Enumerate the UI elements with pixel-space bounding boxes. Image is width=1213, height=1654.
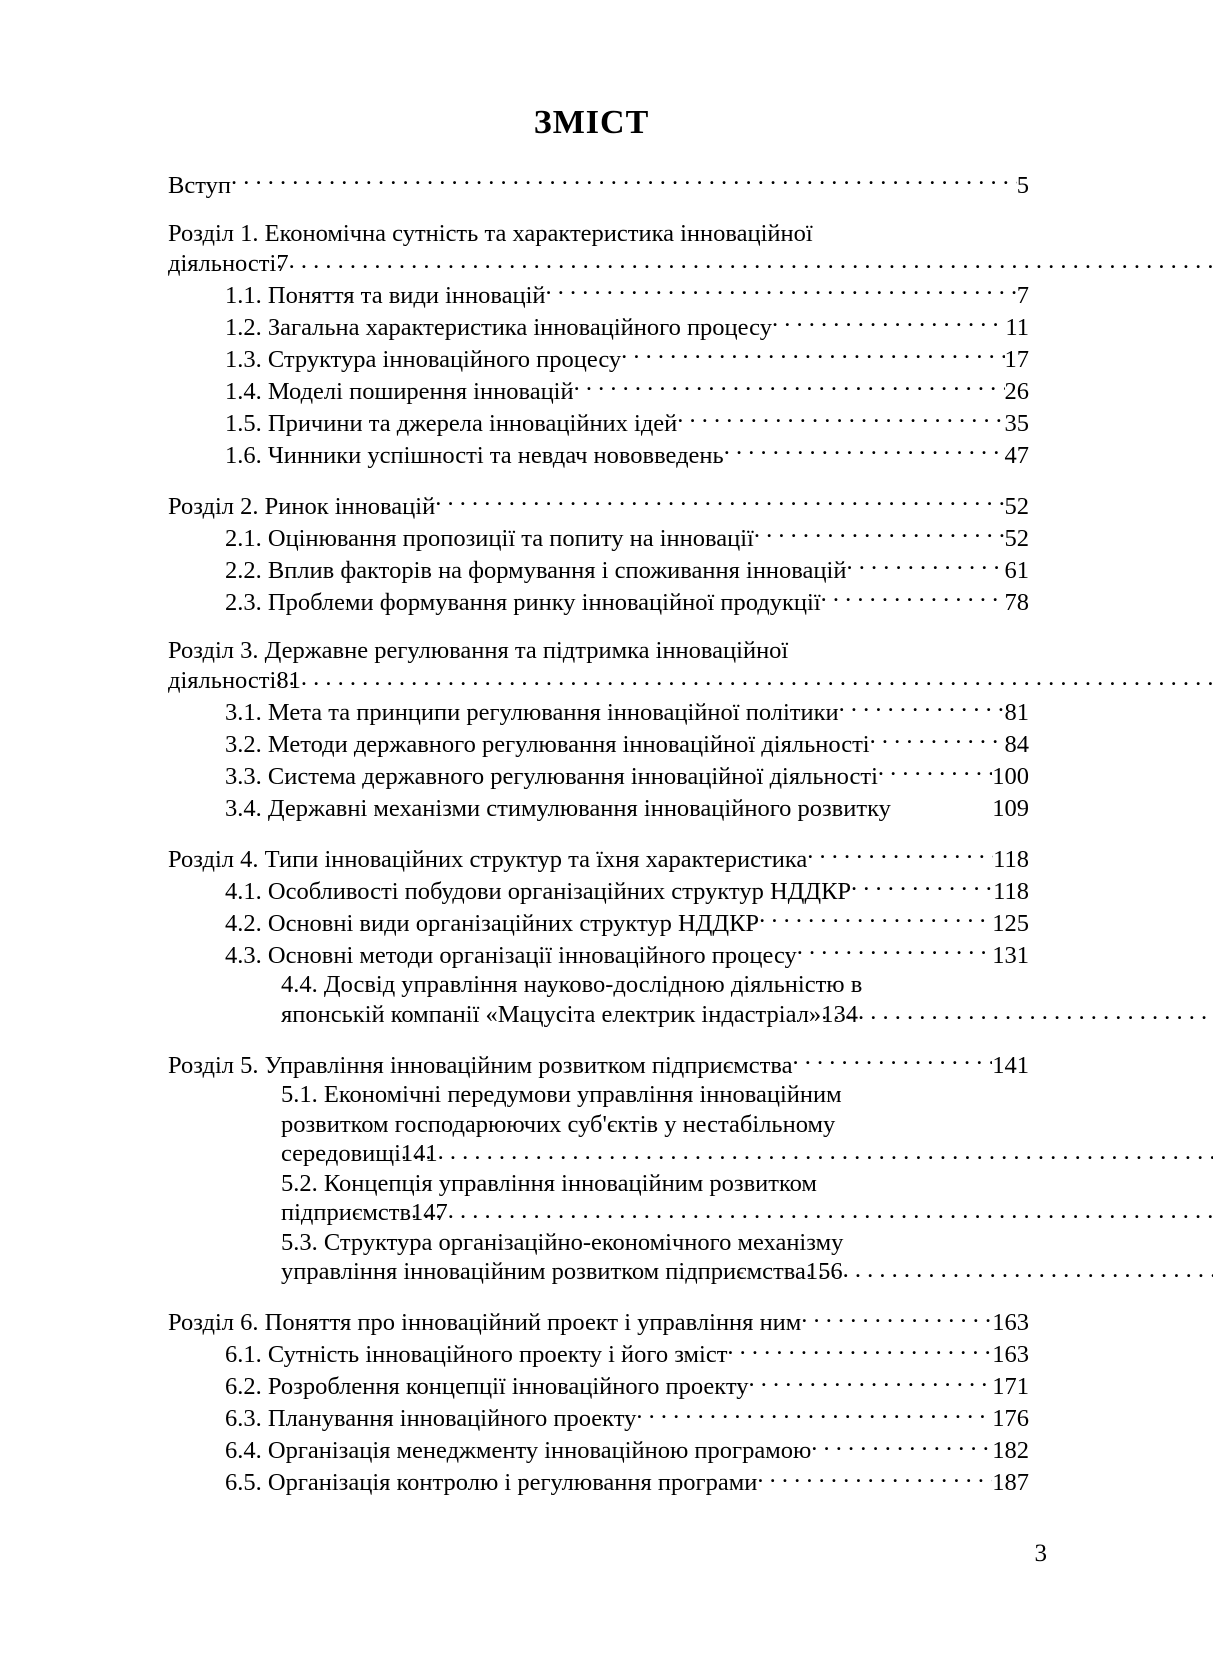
toc-page-number: 118 — [993, 877, 1029, 905]
toc-entry-label: 4.2. Основні види організаційних структур НДДКР — [225, 909, 760, 937]
toc-page-number: 7 — [276, 249, 289, 277]
toc-page-number: 134 — [821, 1000, 858, 1028]
toc-entry[interactable] — [225, 278, 1029, 310]
toc-leader-dots — [757, 1466, 992, 1491]
toc-page-number: 47 — [1004, 441, 1029, 469]
toc-page-number: 100 — [992, 762, 1029, 790]
toc-leader-dots — [801, 1306, 992, 1331]
toc-entry-label: середовищі — [281, 1140, 401, 1167]
toc-leader-dots — [754, 521, 1005, 546]
toc-entry[interactable] — [225, 553, 1029, 585]
toc-entry[interactable] — [225, 1169, 1029, 1228]
toc-entry-row — [225, 374, 1029, 406]
toc-entry-row — [225, 521, 1029, 553]
toc-page-number: 182 — [992, 1437, 1029, 1464]
toc-page-number: 131 — [992, 941, 1029, 969]
toc-entry-label: 5.1. Економічні передумови управління інноваційним — [281, 1081, 842, 1108]
toc-entry-row — [168, 249, 1029, 279]
toc-entry-row — [225, 938, 1029, 970]
toc-entry-label: 1.2. Загальна характеристика інноваційного процесу — [225, 313, 772, 341]
toc-page-number: 141 — [400, 1140, 438, 1167]
toc-entry[interactable] — [225, 585, 1029, 617]
toc-entry-label: 3.1. Мета та принципи регулювання інноваційної політики — [225, 698, 839, 726]
toc-page-number: 81 — [276, 666, 301, 694]
toc-page-number: 26 — [1004, 377, 1029, 405]
toc-entry[interactable] — [225, 938, 1029, 970]
toc-entry-row — [168, 489, 1029, 521]
toc-entry-label: 2.3. Проблеми формування ринку інноваційної продукції — [225, 588, 821, 616]
toc-entry-label: 6.5. Організація контролю і регулювання програми — [225, 1469, 758, 1496]
toc-entry-label: 4.1. Особливості побудови організаційних структур НДДКР — [225, 877, 852, 905]
toc-entry[interactable] — [225, 759, 1029, 791]
toc-page-number: 52 — [1004, 524, 1029, 552]
toc-entry[interactable] — [225, 970, 1029, 1029]
toc-entry-row — [225, 874, 1029, 906]
toc-entry[interactable] — [225, 791, 1029, 823]
toc-page-number: 187 — [992, 1469, 1029, 1496]
toc-entry[interactable] — [225, 906, 1029, 938]
toc-entry[interactable] — [225, 342, 1029, 374]
toc-page-number: 125 — [992, 909, 1029, 937]
toc-entry-row — [225, 727, 1029, 759]
toc-entry-label: 3.3. Система державного регулювання інноваційної діяльності — [225, 762, 878, 790]
toc-entry[interactable] — [225, 874, 1029, 906]
toc-leader-dots — [792, 1048, 992, 1073]
toc-entry-label: 6.1. Сутність інноваційного проекту і його зміст — [225, 1341, 728, 1368]
toc-page-number: 78 — [1004, 588, 1029, 616]
toc-entry-label: Розділ 4. Типи інноваційних структур та їхня характеристика — [168, 845, 808, 873]
toc-entry-row — [168, 168, 1029, 200]
toc-entry-row — [168, 1048, 1029, 1080]
toc-entry-label: діяльності — [168, 666, 277, 694]
table-of-contents — [168, 168, 1029, 1498]
footer-page-number: 3 — [1034, 1540, 1047, 1567]
toc-page-number: 141 — [992, 1051, 1029, 1079]
toc-entry-label: Розділ 3. Державне регулювання та підтримка інноваційної — [168, 637, 789, 664]
toc-entry[interactable] — [168, 842, 1029, 874]
toc-entry-row — [225, 310, 1029, 342]
toc-entry-row — [225, 695, 1029, 727]
toc-entry[interactable] — [225, 310, 1029, 342]
toc-leader-dots — [846, 553, 1004, 578]
toc-entry-label: підприємств — [281, 1199, 412, 1226]
toc-entry-label: 1.4. Моделі поширення інновацій — [225, 377, 574, 405]
toc-leader-dots — [772, 310, 1005, 335]
toc-entry-row — [168, 666, 1029, 696]
toc-page-number: 147 — [411, 1199, 448, 1226]
toc-leader-dots — [839, 695, 1005, 720]
toc-page-number: 109 — [992, 794, 1029, 822]
toc-entry[interactable] — [168, 168, 1029, 200]
toc-entry-label: 1.6. Чинники успішності та невдач нововведень — [225, 441, 724, 469]
toc-leader-dots — [811, 1434, 992, 1459]
toc-entry-label: 5.3. Структура організаційно-економічного механізму — [281, 1228, 844, 1256]
toc-entry[interactable] — [225, 1466, 1029, 1498]
toc-entry[interactable] — [168, 636, 1029, 695]
toc-entry-label: 6.3. Планування інноваційного проекту — [225, 1405, 637, 1432]
toc-entry[interactable] — [168, 219, 1029, 278]
toc-entry[interactable] — [225, 1402, 1029, 1434]
toc-entry[interactable] — [225, 1338, 1029, 1370]
toc-leader-dots — [724, 438, 1005, 463]
toc-leader-dots — [878, 759, 992, 784]
toc-leader-dots — [748, 1370, 992, 1395]
toc-entry-row — [168, 842, 1029, 874]
toc-entry[interactable] — [225, 374, 1029, 406]
toc-entry[interactable] — [168, 1306, 1029, 1338]
toc-entry-label: Розділ 6. Поняття про інноваційний проект і управління ним — [168, 1309, 802, 1336]
toc-entry[interactable] — [225, 695, 1029, 727]
toc-page-number: 52 — [1004, 492, 1029, 520]
toc-entry[interactable] — [225, 1434, 1029, 1466]
toc-leader-dots — [677, 406, 1004, 431]
toc-entry-row — [225, 1466, 1029, 1498]
toc-leader-dots — [851, 874, 993, 899]
toc-entry-row — [225, 1338, 1029, 1370]
toc-entry-label: 6.4. Організація менеджменту інноваційною програмою — [225, 1437, 812, 1464]
toc-entry-row — [281, 1139, 1085, 1169]
toc-entry-label: 2.1. Оцінювання пропозиції та попиту на інновації — [225, 524, 754, 552]
toc-leader-dots — [546, 278, 1017, 303]
toc-entry[interactable] — [225, 727, 1029, 759]
toc-entry-label: 1.3. Структура інноваційного процесу — [225, 345, 622, 373]
toc-entry[interactable] — [168, 489, 1029, 521]
toc-page-number: 118 — [993, 845, 1029, 873]
toc-page-number: 156 — [805, 1258, 843, 1285]
toc-page-number: 5 — [1016, 171, 1029, 199]
toc-entry-row — [225, 906, 1029, 938]
toc-leader-dots — [759, 906, 992, 931]
toc-leader-dots — [435, 489, 1004, 514]
toc-entry-row — [225, 791, 1029, 823]
toc-entry-label: 3.2. Методи державного регулювання інноваційної діяльності — [225, 730, 870, 758]
toc-page-number: 35 — [1004, 409, 1029, 437]
toc-page-number: 11 — [1005, 313, 1029, 341]
toc-page-number: 171 — [992, 1373, 1029, 1400]
toc-entry-label: управління інноваційним розвитком підприємства — [281, 1258, 806, 1285]
toc-entry[interactable] — [225, 438, 1029, 470]
toc-entry-label: 3.4. Державні механізми стимулювання інноваційного розвитку — [225, 794, 891, 822]
toc-entry-label: Розділ 2. Ринок інновацій — [168, 492, 436, 520]
toc-leader-dots — [821, 585, 1005, 610]
toc-leader-dots — [807, 842, 993, 867]
toc-entry-row — [225, 553, 1029, 585]
toc-page-number: 81 — [1004, 698, 1029, 726]
toc-entry-label: Розділ 1. Економічна сутність та характеристика інноваційної — [168, 220, 813, 247]
toc-entry-label: діяльності — [168, 249, 277, 277]
toc-entry-row — [168, 1306, 1029, 1338]
toc-page-number: 7 — [1016, 281, 1029, 309]
toc-entry-row — [225, 585, 1029, 617]
toc-leader-dots — [621, 342, 1004, 367]
toc-leader-dots — [574, 374, 1005, 399]
toc-entry[interactable] — [225, 1370, 1029, 1402]
toc-entry-row — [281, 1000, 1085, 1030]
toc-entry-label: Вступ — [168, 171, 231, 199]
toc-entry-row — [225, 342, 1029, 374]
toc-page-number: 84 — [1004, 730, 1029, 758]
toc-entry[interactable] — [168, 1048, 1029, 1080]
toc-leader-dots — [231, 168, 1017, 193]
toc-leader-dots — [727, 1338, 992, 1363]
toc-leader-dots — [797, 938, 992, 963]
toc-entry[interactable] — [225, 521, 1029, 553]
toc-entry[interactable] — [225, 406, 1029, 438]
toc-page-number: 163 — [992, 1341, 1029, 1368]
toc-entry-row — [225, 278, 1029, 310]
toc-entry-label: 1.5. Причини та джерела інноваційних ідей — [225, 409, 678, 437]
toc-entry-row — [225, 1402, 1029, 1434]
toc-entry-row — [225, 406, 1029, 438]
toc-page-number: 17 — [1004, 345, 1029, 373]
toc-entry-row — [225, 438, 1029, 470]
toc-entry-label: 5.2. Концепція управління інноваційним розвитком — [281, 1169, 817, 1197]
toc-entry-row — [281, 1257, 1085, 1287]
toc-entry-label: 6.2. Розроблення концепції інноваційного проекту — [225, 1373, 749, 1400]
toc-entry[interactable] — [225, 1228, 1029, 1287]
toc-entry-label: 4.3. Основні методи організації інноваційного процесу — [225, 941, 797, 969]
toc-entry-label: 2.2. Вплив факторів на формування і споживання інновацій — [225, 556, 847, 584]
toc-entry-row — [225, 1434, 1029, 1466]
toc-entry-label: 1.1. Поняття та види інновацій — [225, 281, 546, 309]
toc-entry-row — [225, 759, 1029, 791]
toc-entry-label: розвитком господарюючих суб'єктів у нестабільному — [281, 1110, 836, 1138]
toc-entry-label: 4.4. Досвід управління науково-дослідною діяльністю в — [281, 971, 863, 998]
toc-page-number: 163 — [992, 1309, 1029, 1336]
toc-leader-dots — [636, 1402, 992, 1427]
toc-page-number: 176 — [992, 1405, 1029, 1432]
page-title: ЗМІСТ — [533, 104, 650, 141]
toc-leader-dots — [870, 727, 1005, 752]
toc-entry-label: японській компанії «Мацусіта електрик індастріал» — [281, 1000, 822, 1028]
toc-entry-label: Розділ 5. Управління інноваційним розвитком підприємства — [168, 1051, 793, 1079]
toc-entry-row — [225, 1370, 1029, 1402]
toc-entry-row — [281, 1198, 1085, 1228]
toc-entry[interactable] — [225, 1080, 1029, 1169]
toc-page-number: 61 — [1004, 556, 1029, 584]
